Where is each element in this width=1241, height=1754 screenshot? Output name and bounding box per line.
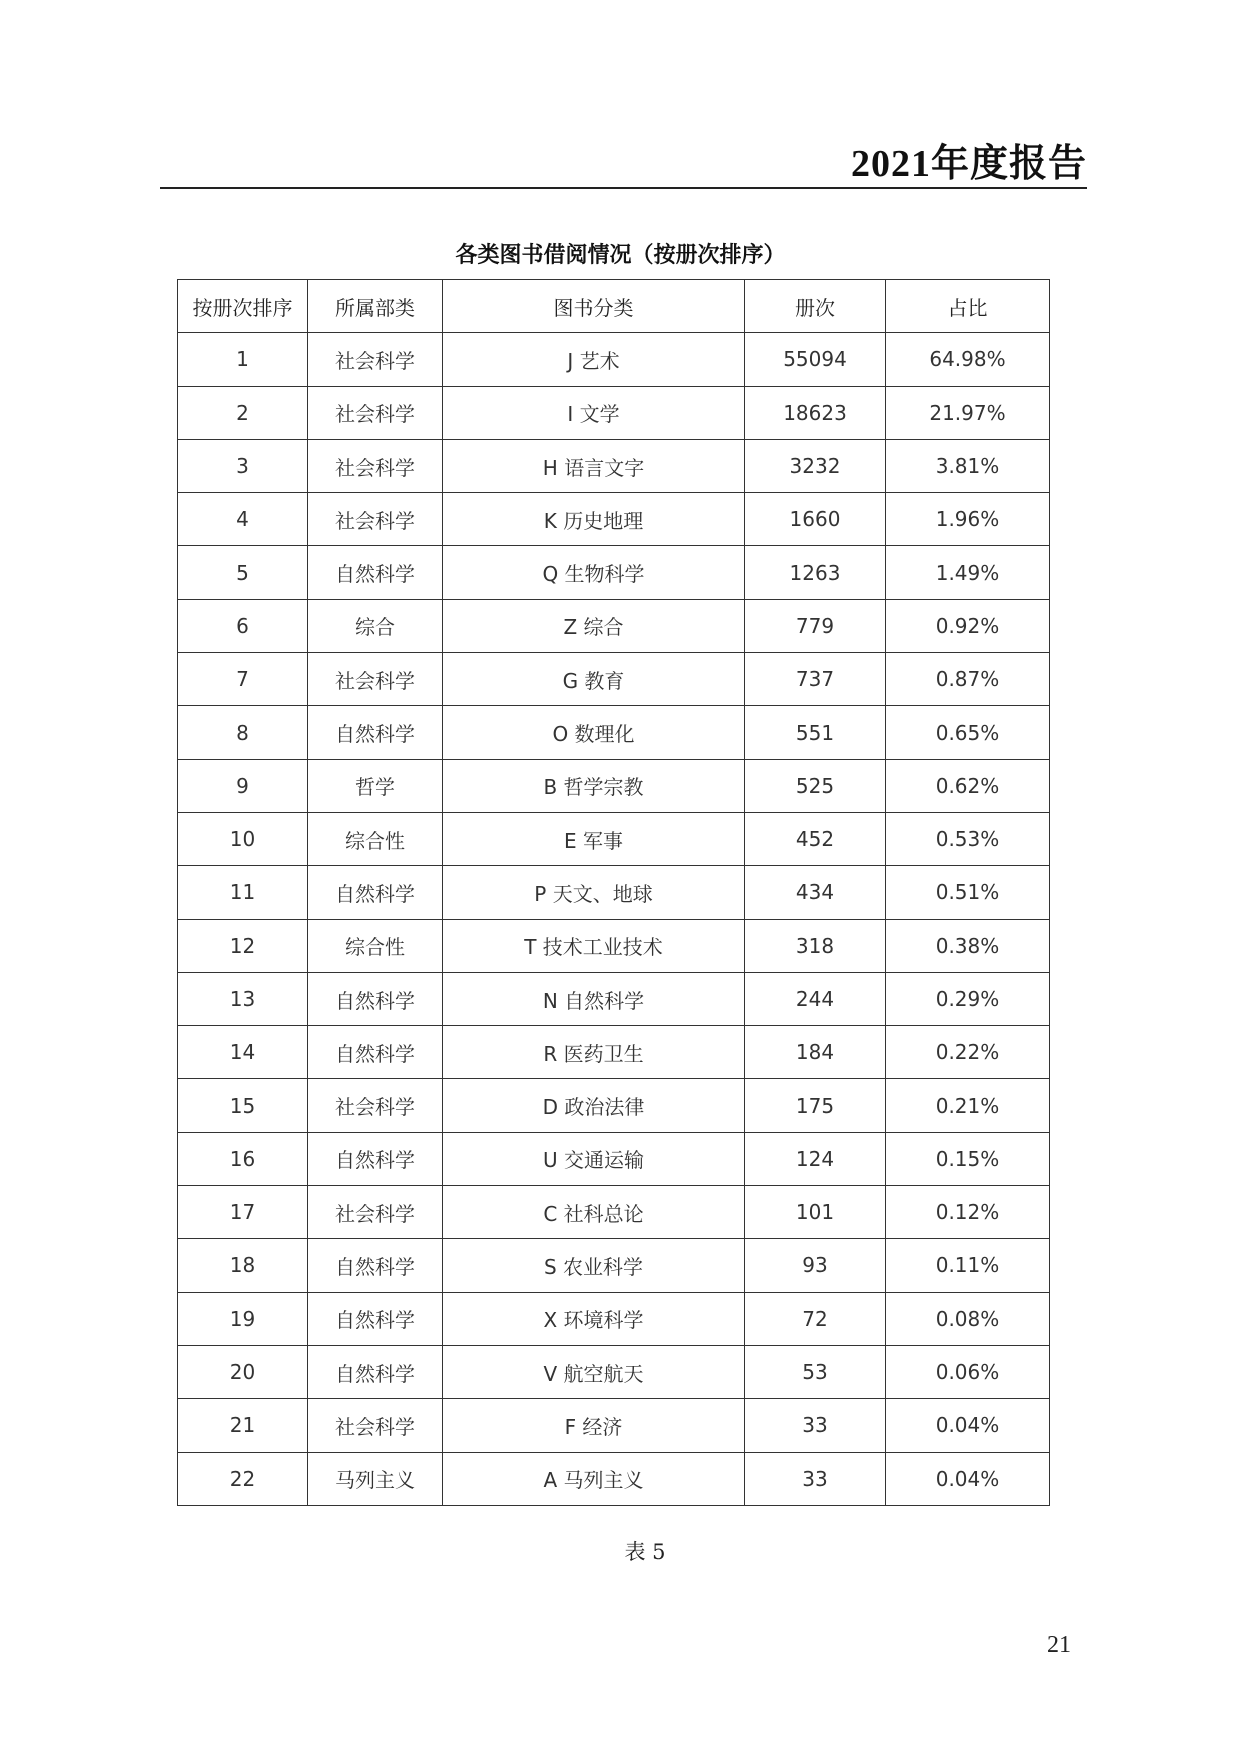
cell-division: 自然科学 [308,1026,443,1079]
table-row [178,919,1050,972]
cell-rank: 2 [178,386,308,439]
table-title: 各类图书借阅情况（按册次排序） [455,242,786,268]
cell-division: 马列主义 [308,1452,443,1505]
cell-count: 124 [745,1132,886,1185]
table-row [178,866,1050,919]
cell-rank: 20 [178,1345,308,1398]
cell-rank: 21 [178,1399,308,1452]
cell-rank: 6 [178,599,308,652]
cell-share: 0.04% [886,1452,1050,1505]
table-row [178,599,1050,652]
cell-category: O 数理化 [443,706,745,759]
cell-rank: 18 [178,1239,308,1292]
cell-rank: 7 [178,653,308,706]
cell-division: 社会科学 [308,1186,443,1239]
cell-count: 33 [745,1452,886,1505]
table-row [178,812,1050,865]
cell-count: 737 [745,653,886,706]
cell-division: 自然科学 [308,972,443,1025]
table-row [178,386,1050,439]
cell-rank: 5 [178,546,308,599]
cell-rank: 15 [178,1079,308,1132]
cell-count: 175 [745,1079,886,1132]
cell-division: 自然科学 [308,706,443,759]
cell-category: X 环境科学 [443,1292,745,1345]
cell-share: 0.87% [886,653,1050,706]
cell-share: 0.21% [886,1079,1050,1132]
table-header-row [178,280,1050,333]
cell-share: 21.97% [886,386,1050,439]
cell-category: D 政治法律 [443,1079,745,1132]
cell-category: C 社科总论 [443,1186,745,1239]
cell-division: 社会科学 [308,333,443,386]
cell-division: 自然科学 [308,1345,443,1398]
table-row [178,653,1050,706]
cell-category: G 教育 [443,653,745,706]
cell-division: 社会科学 [308,439,443,492]
cell-rank: 1 [178,333,308,386]
cell-rank: 12 [178,919,308,972]
table-row [178,1026,1050,1079]
cell-division: 自然科学 [308,1292,443,1345]
cell-share: 0.04% [886,1399,1050,1452]
table-row [178,972,1050,1025]
cell-count: 1660 [745,493,886,546]
cell-count: 779 [745,599,886,652]
cell-division: 综合性 [308,812,443,865]
cell-share: 0.51% [886,866,1050,919]
cell-category: N 自然科学 [443,972,745,1025]
header-divider [160,187,1087,189]
cell-count: 93 [745,1239,886,1292]
cell-category: U 交通运输 [443,1132,745,1185]
cell-category: V 航空航天 [443,1345,745,1398]
column-header-count: 册次 [745,280,886,333]
cell-rank: 13 [178,972,308,1025]
table-row [178,1239,1050,1292]
cell-division: 自然科学 [308,1239,443,1292]
cell-count: 72 [745,1292,886,1345]
cell-division: 综合性 [308,919,443,972]
cell-share: 0.06% [886,1345,1050,1398]
cell-count: 33 [745,1399,886,1452]
cell-share: 64.98% [886,333,1050,386]
cell-division: 社会科学 [308,493,443,546]
cell-count: 244 [745,972,886,1025]
table-row [178,333,1050,386]
cell-rank: 3 [178,439,308,492]
table-row [178,1292,1050,1345]
borrowing-table [177,279,1050,1506]
cell-share: 1.96% [886,493,1050,546]
cell-share: 0.53% [886,812,1050,865]
cell-category: K 历史地理 [443,493,745,546]
cell-rank: 4 [178,493,308,546]
table-row [178,1132,1050,1185]
cell-rank: 22 [178,1452,308,1505]
cell-category: A 马列主义 [443,1452,745,1505]
report-title: 2021年度报告 [850,143,1087,185]
cell-count: 53 [745,1345,886,1398]
column-header-division: 所属部类 [308,280,443,333]
table-row [178,1452,1050,1505]
cell-count: 551 [745,706,886,759]
cell-count: 18623 [745,386,886,439]
cell-share: 3.81% [886,439,1050,492]
cell-division: 自然科学 [308,1132,443,1185]
column-header-share: 占比 [886,280,1050,333]
cell-category: B 哲学宗教 [443,759,745,812]
cell-division: 社会科学 [308,1079,443,1132]
cell-share: 0.92% [886,599,1050,652]
cell-share: 0.62% [886,759,1050,812]
cell-count: 184 [745,1026,886,1079]
cell-count: 318 [745,919,886,972]
cell-category: J 艺术 [443,333,745,386]
cell-count: 101 [745,1186,886,1239]
cell-count: 525 [745,759,886,812]
cell-category: F 经济 [443,1399,745,1452]
cell-count: 1263 [745,546,886,599]
cell-rank: 8 [178,706,308,759]
cell-division: 社会科学 [308,1399,443,1452]
cell-count: 452 [745,812,886,865]
cell-count: 55094 [745,333,886,386]
cell-rank: 9 [178,759,308,812]
cell-category: I 文学 [443,386,745,439]
cell-share: 0.38% [886,919,1050,972]
cell-count: 3232 [745,439,886,492]
cell-rank: 14 [178,1026,308,1079]
cell-share: 1.49% [886,546,1050,599]
column-header-category: 图书分类 [443,280,745,333]
cell-share: 0.12% [886,1186,1050,1239]
cell-category: Q 生物科学 [443,546,745,599]
cell-division: 哲学 [308,759,443,812]
page-number: 21 [1047,1632,1071,1658]
table-row [178,706,1050,759]
table-caption: 表 5 [624,1540,666,1564]
cell-share: 0.11% [886,1239,1050,1292]
cell-rank: 10 [178,812,308,865]
cell-rank: 16 [178,1132,308,1185]
cell-rank: 19 [178,1292,308,1345]
table-row [178,439,1050,492]
cell-division: 综合 [308,599,443,652]
cell-category: Z 综合 [443,599,745,652]
column-header-rank: 按册次排序 [178,280,308,333]
cell-share: 0.22% [886,1026,1050,1079]
table-row [178,493,1050,546]
cell-share: 0.08% [886,1292,1050,1345]
cell-rank: 11 [178,866,308,919]
cell-category: E 军事 [443,812,745,865]
cell-division: 社会科学 [308,653,443,706]
cell-category: P 天文、地球 [443,866,745,919]
cell-category: R 医药卫生 [443,1026,745,1079]
cell-share: 0.65% [886,706,1050,759]
table-body [178,333,1050,1506]
table-row [178,1345,1050,1398]
cell-division: 自然科学 [308,866,443,919]
cell-count: 434 [745,866,886,919]
table-row [178,1399,1050,1452]
table-row [178,546,1050,599]
cell-rank: 17 [178,1186,308,1239]
cell-division: 自然科学 [308,546,443,599]
table-row [178,759,1050,812]
cell-category: S 农业科学 [443,1239,745,1292]
cell-division: 社会科学 [308,386,443,439]
cell-category: T 技术工业技术 [443,919,745,972]
cell-share: 0.29% [886,972,1050,1025]
table-row [178,1079,1050,1132]
table-row [178,1186,1050,1239]
cell-share: 0.15% [886,1132,1050,1185]
cell-category: H 语言文字 [443,439,745,492]
